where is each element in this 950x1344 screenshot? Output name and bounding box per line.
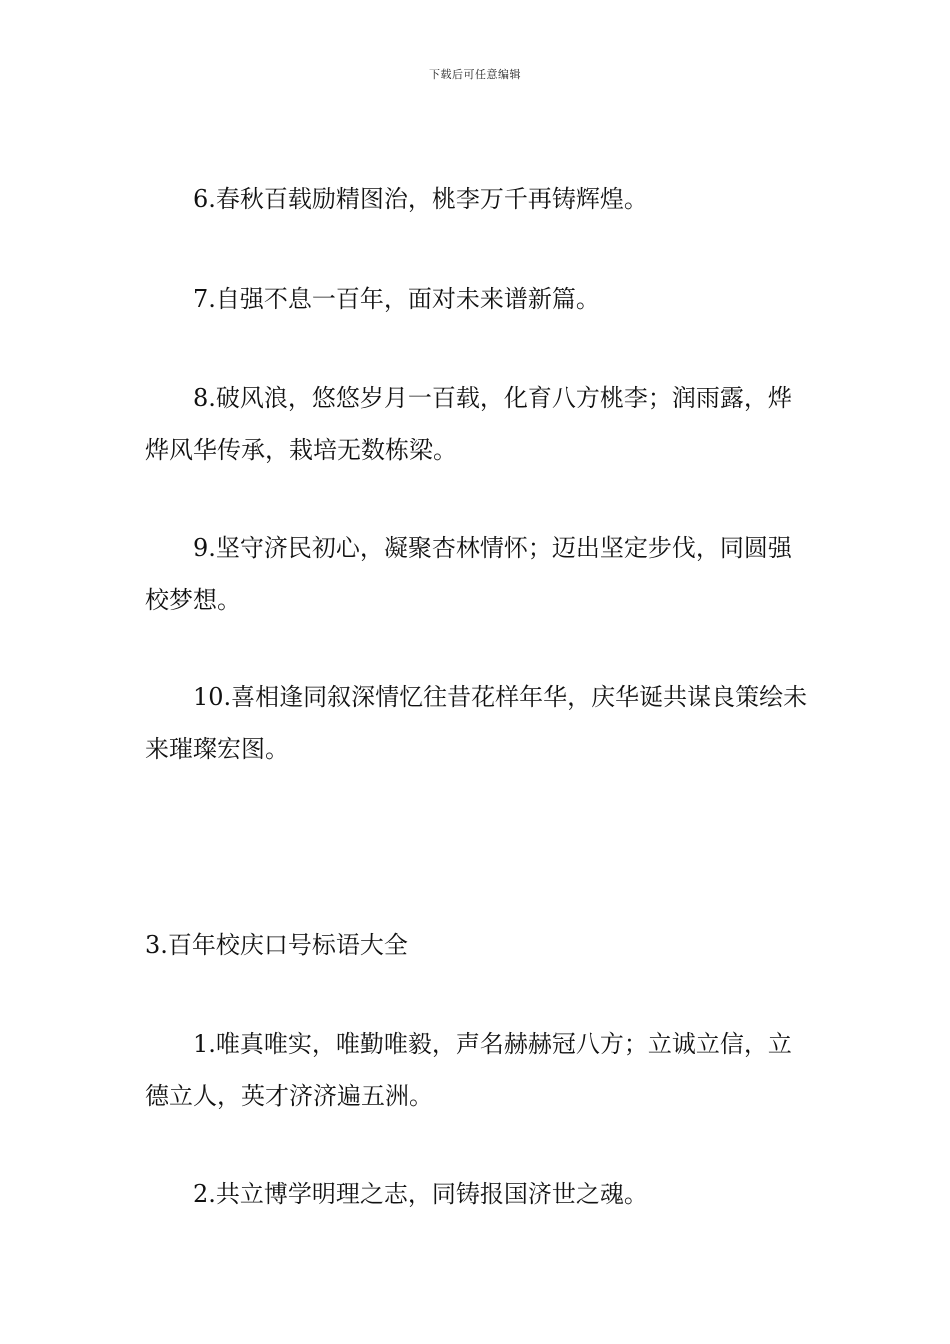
section-heading: 3.百年校庆口号标语大全: [145, 931, 408, 959]
section-paragraph-2: 2.共立博学明理之志，同铸报国济世之魂。: [193, 1180, 648, 1208]
paragraph-9: 9.坚守济民初心，凝聚杏林情怀；迈出坚定步伐，同圆强校梦想。: [145, 534, 792, 614]
paragraph-8: 8.破风浪，悠悠岁月一百载，化育八方桃李；润雨露，烨烨风华传承，栽培无数栋梁。: [145, 384, 792, 464]
paragraph-7: 7.自强不息一百年，面对未来谱新篇。: [193, 285, 600, 313]
section-paragraph-1: 1.唯真唯实，唯勤唯毅，声名赫赫冠八方；立诚立信，立德立人，英才济济遍五洲。: [145, 1030, 792, 1110]
paragraph-10: 10.喜相逢同叙深情忆往昔花样年华，庆华诞共谋良策绘未来璀璨宏图。: [145, 683, 808, 763]
page-header: 下载后可任意编辑: [429, 68, 521, 81]
paragraph-6: 6.春秋百载励精图治，桃李万千再铸辉煌。: [193, 185, 648, 213]
